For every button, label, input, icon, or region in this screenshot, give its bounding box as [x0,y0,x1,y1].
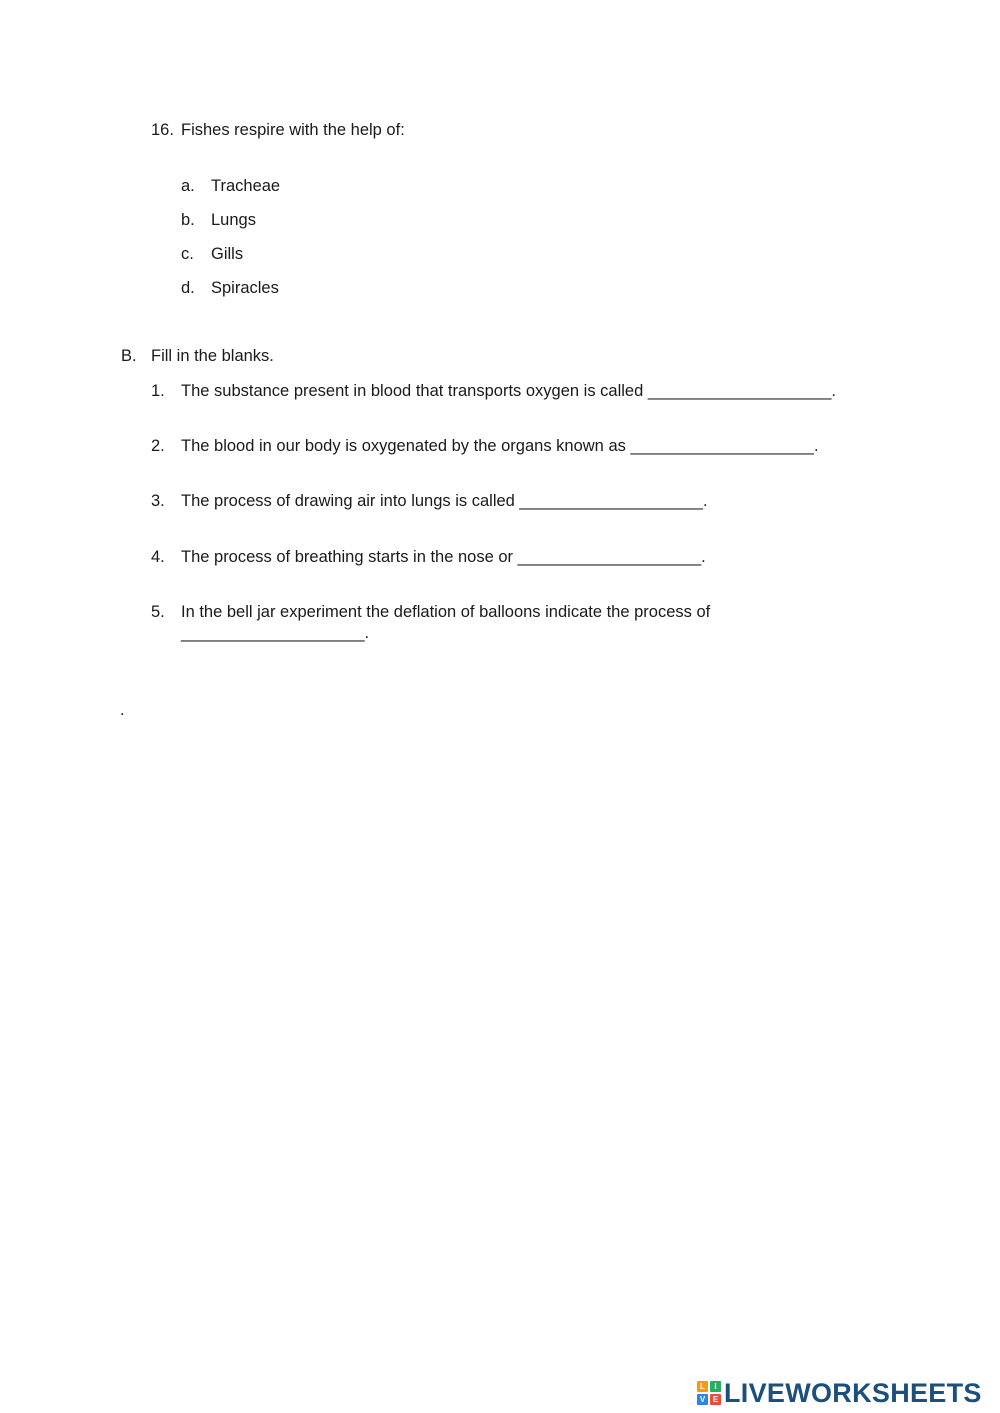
logo-text: LIVEWORKSHEETS [724,1377,982,1408]
liveworksheets-logo[interactable] [697,1376,982,1410]
section-b-letter: B. [121,347,137,365]
logo-letter-i: I [710,1381,721,1392]
option-d-text[interactable]: Spiracles [211,279,279,297]
question-16-number: 16. [151,121,174,139]
blank-1-text: The substance present in blood that transports oxygen is called ____________________. [181,382,836,400]
option-b-text[interactable]: Lungs [211,211,256,229]
blank-4-number: 4. [151,548,165,566]
trailing-dot: . [120,701,125,719]
logo-letter-e: E [710,1394,721,1405]
blank-3-number: 3. [151,492,165,510]
logo-letter-l: L [697,1381,708,1392]
blank-5-continuation: ____________________. [181,624,370,642]
blank-5-number: 5. [151,603,165,621]
logo-letter-v: V [697,1394,708,1405]
blank-5-text: In the bell jar experiment the deflation of balloons indicate the process of [181,603,711,621]
blank-2-number: 2. [151,437,165,455]
blank-4-text: The process of breathing starts in the nose or ____________________. [181,548,706,566]
option-d-letter: d. [181,279,195,297]
option-c-text[interactable]: Gills [211,245,244,263]
option-b-letter: b. [181,211,195,229]
section-b-title: Fill in the blanks. [151,347,274,365]
logo-mark-icon [697,1381,721,1405]
option-a-letter: a. [181,177,195,195]
option-a-text[interactable]: Tracheae [211,177,281,195]
blank-3-text: The process of drawing air into lungs is called ____________________. [181,492,708,510]
option-c-letter: c. [181,245,194,263]
blank-2-text: The blood in our body is oxygenated by the organs known as ____________________. [181,437,819,455]
question-16-text: Fishes respire with the help of: [181,121,405,139]
blank-1-number: 1. [151,382,165,400]
